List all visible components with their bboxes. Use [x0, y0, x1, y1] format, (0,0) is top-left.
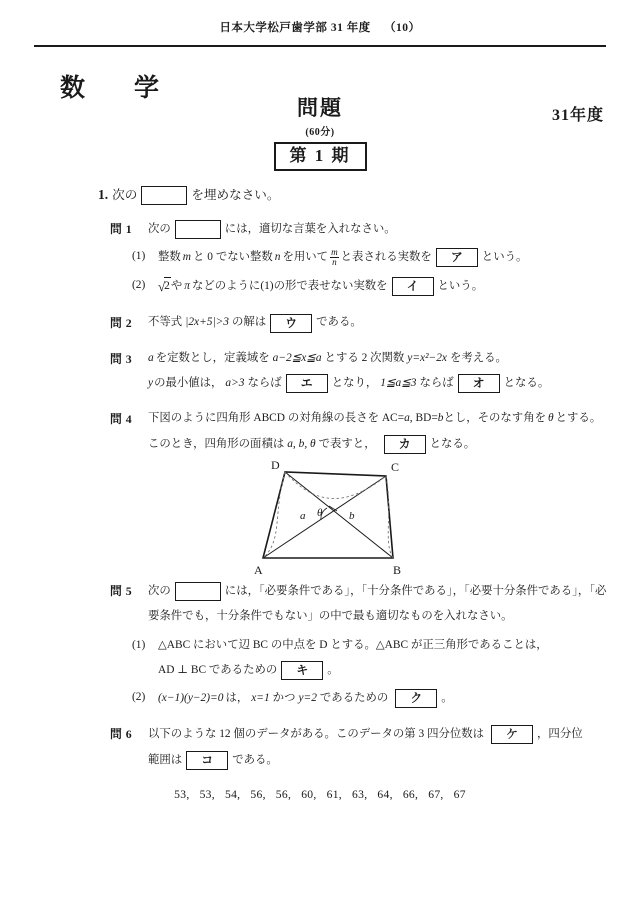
question-1-item-1-marker: (1): [132, 249, 146, 262]
running-head-institution: 日本大学松戸歯学部: [219, 22, 328, 34]
q3-answer-blank-1[interactable]: エ: [286, 374, 328, 393]
question-3-line-1: [148, 350, 640, 368]
exam-body: [0, 185, 640, 804]
q3-condition-2: 1≦a≦3: [380, 376, 417, 389]
q6-answer-blank-2[interactable]: コ: [186, 751, 228, 770]
vertex-label-c: C: [391, 460, 400, 474]
running-head-year: 31 年度: [330, 22, 371, 34]
q1-2-var-pi: π: [184, 279, 190, 292]
q1-1-part-d: と表される実数を: [340, 250, 432, 263]
q1-1-fraction-numerator: m: [331, 246, 338, 257]
q5-line2: 要条件でも，十分条件でもない」の中で最も適切なものを入れなさい。: [148, 610, 513, 622]
question-6-data-list: [0, 786, 640, 804]
q5-1-answer-blank[interactable]: キ: [281, 661, 323, 680]
question-1-stem: [148, 220, 640, 239]
exam-duration: (60分): [305, 127, 335, 138]
q5-1-line2-b: 。: [327, 664, 339, 676]
q1-1-fraction-denominator: n: [330, 257, 339, 267]
q1-1-var-n: n: [274, 250, 281, 263]
q5-1-line-2: [158, 661, 640, 680]
question-5-item-2-marker: (2): [132, 691, 146, 704]
question-1-label: 問 1: [110, 221, 133, 236]
question-1-text-before: 次の: [148, 222, 171, 235]
q5-1-line2-a: AD ⊥ BC であるための: [158, 664, 278, 676]
q4-line2-a: このとき，四角形の面積は: [148, 437, 285, 450]
question-4-line-1: [148, 410, 640, 428]
exam-term-badge: 第 1 期: [274, 142, 367, 171]
q3-line2-e: となる。: [503, 376, 550, 389]
q6-line1-b: ，四分位: [537, 728, 583, 740]
q5-2-expression-b: x=1: [251, 692, 270, 704]
question-5-line-1: [148, 582, 640, 601]
data-value: 54,: [224, 788, 241, 802]
q1-1-part-a: 整数: [158, 250, 181, 263]
q1-1-answer-blank[interactable]: ア: [436, 248, 478, 267]
q4-var-b: b: [437, 412, 444, 425]
question-1-item-1: [132, 248, 640, 268]
running-head-page-number: （10）: [384, 22, 421, 34]
question-1: [110, 220, 640, 239]
q4-var-a: a: [404, 412, 410, 425]
q3-line1-c: を考える。: [449, 351, 507, 364]
data-value: 53,: [174, 788, 190, 802]
subject-title: 数 学: [60, 75, 172, 102]
q4-line1-c: とし，そのなす角を: [443, 412, 546, 425]
vertex-label-a: A: [254, 563, 263, 577]
q5-2-expression-c: y=2: [298, 692, 317, 704]
question-2-label: 問 2: [110, 315, 133, 330]
data-value: 53,: [199, 788, 215, 802]
question-4: [110, 410, 640, 454]
q2-answer-blank[interactable]: ウ: [270, 314, 312, 333]
q6-line2-a: 範囲は: [148, 754, 183, 766]
question-4-figure-area: [0, 458, 640, 582]
data-value: 56,: [275, 788, 292, 802]
q1-1-part-b: と 0 でない整数: [193, 250, 273, 263]
q2-expression: |2x+5|>3: [185, 316, 229, 329]
question-6: [110, 725, 640, 770]
q3-line2-a: の最小値は，: [154, 376, 223, 389]
q1-1-part-c: を用いて: [282, 250, 329, 263]
problem-1-text-after: を埋めなさい。: [191, 187, 280, 202]
q2-part-b: の解は: [231, 316, 267, 329]
q5-1-line-1: △ABC において辺 BC の中点を D とする。△ABC が正三角形であることは，: [158, 638, 548, 651]
q4-line1-b: , BD=: [409, 412, 438, 425]
data-value: 67,: [428, 788, 444, 802]
q1-1-var-m: m: [182, 250, 192, 263]
question-2: [110, 314, 640, 333]
question-3-line-2: [148, 374, 640, 393]
header-rule: [34, 45, 606, 47]
q1-1-fraction-m-over-n: [330, 248, 339, 268]
q4-var-theta: θ: [547, 412, 554, 425]
q4-line2-c: となる。: [429, 437, 476, 450]
q3-condition-1: a>3: [225, 376, 245, 389]
q1-2-part-a: や: [170, 279, 183, 292]
q1-2-part-b: などのように(1)の形で表せない実数を: [191, 279, 388, 292]
question-5-label: 問 5: [110, 584, 133, 598]
q4-answer-blank[interactable]: カ: [384, 435, 426, 454]
q3-function-expression: y=x²−2x: [407, 351, 447, 364]
q3-line2-b: ならば: [247, 376, 282, 389]
question-1-text-after: には，適切な言葉を入れなさい。: [224, 222, 396, 235]
q4-line2-b: で表すと，: [318, 437, 376, 450]
problem-1-text-before: 次の: [112, 187, 138, 202]
q1-2-sqrt-icon: √: [158, 278, 166, 294]
question-6-line-2: [148, 751, 640, 770]
diagonal-label-b: b: [349, 510, 355, 522]
question-5-item-1: [132, 637, 640, 681]
q3-line2-d: ならば: [419, 376, 454, 389]
q1-2-part-c: という。: [437, 279, 484, 292]
question-1-item-2-marker: (2): [132, 278, 146, 291]
q3-var-a: a: [148, 351, 154, 364]
data-value: 64,: [377, 788, 393, 802]
q4-line1-d: とする。: [555, 412, 602, 425]
question-5-item-2: [132, 689, 640, 708]
question-6-line-1: [148, 725, 640, 744]
data-value: 66,: [402, 788, 419, 802]
problem-1-number: 1.: [98, 187, 109, 202]
problem-1-blank[interactable]: [141, 186, 187, 205]
exam-title: 問題: [297, 96, 343, 120]
q5-2-expression-a: (x−1)(y−2)=0: [158, 692, 224, 704]
diagonal-label-a: a: [300, 510, 306, 522]
q3-line2-c: となり，: [331, 376, 378, 389]
vertex-label-b: B: [393, 563, 402, 577]
problem-1-heading: [98, 185, 640, 206]
vertex-label-d: D: [271, 458, 280, 472]
data-value: 63,: [352, 788, 368, 802]
q3-answer-blank-2[interactable]: オ: [458, 374, 500, 393]
question-1-blank[interactable]: [175, 220, 221, 239]
data-value: 67: [453, 788, 466, 802]
q6-line2-b: である。: [232, 754, 278, 766]
angle-label-theta: θ: [317, 507, 323, 519]
q5-line1-a: 次の: [148, 584, 171, 597]
q6-answer-blank-1[interactable]: ケ: [491, 725, 533, 744]
q3-var-y: y: [148, 376, 154, 389]
question-5-item-1-marker: (1): [132, 638, 146, 651]
question-5: [110, 582, 640, 626]
question-3-label: 問 3: [110, 351, 133, 366]
question-6-label: 問 6: [110, 727, 133, 742]
q5-2-part-b: かつ: [272, 692, 296, 704]
question-1-item-2: [132, 277, 640, 297]
q2-part-a: 不等式: [148, 316, 183, 329]
exam-title-block: [0, 92, 640, 171]
q3-line1-b: とする 2 次関数: [324, 351, 405, 364]
q5-line1-b: には，「必要条件である」，「十分条件である」，「必要十分条件である」，「必: [224, 584, 607, 597]
q2-part-c: である。: [316, 316, 362, 329]
q5-blank[interactable]: [175, 582, 221, 601]
q6-line1-a: 以下のような 12 個のデータがある。このデータの第 3 四分位数は: [148, 728, 485, 740]
data-value: 61,: [326, 788, 342, 802]
q1-1-part-e: という。: [481, 250, 528, 263]
q5-2-answer-blank[interactable]: ク: [395, 689, 437, 708]
q3-domain-expression: a−2≦x≦a: [272, 351, 322, 364]
question-4-line-2: [148, 435, 640, 454]
q5-2-part-d: 。: [441, 692, 453, 704]
running-head: [0, 19, 640, 35]
q4-variables-list: a, b, θ: [287, 437, 316, 450]
question-3: [110, 350, 640, 394]
question-4-label: 問 4: [110, 412, 133, 427]
q3-line1-a: を定数とし，定義域を: [155, 351, 270, 364]
q1-2-sqrt-radicand: 2: [164, 277, 171, 296]
data-value: 60,: [301, 788, 317, 802]
q4-line1-a: 下図のように四角形 ABCD の対角線の長さを AC=: [148, 412, 405, 425]
exam-year: 31年度: [551, 107, 604, 124]
q5-2-part-a: は，: [225, 692, 249, 704]
quadrilateral-diagram: [243, 458, 413, 580]
q5-2-part-c: であるための: [319, 692, 389, 704]
data-value: 56,: [250, 788, 266, 802]
q1-2-answer-blank[interactable]: イ: [392, 277, 434, 296]
